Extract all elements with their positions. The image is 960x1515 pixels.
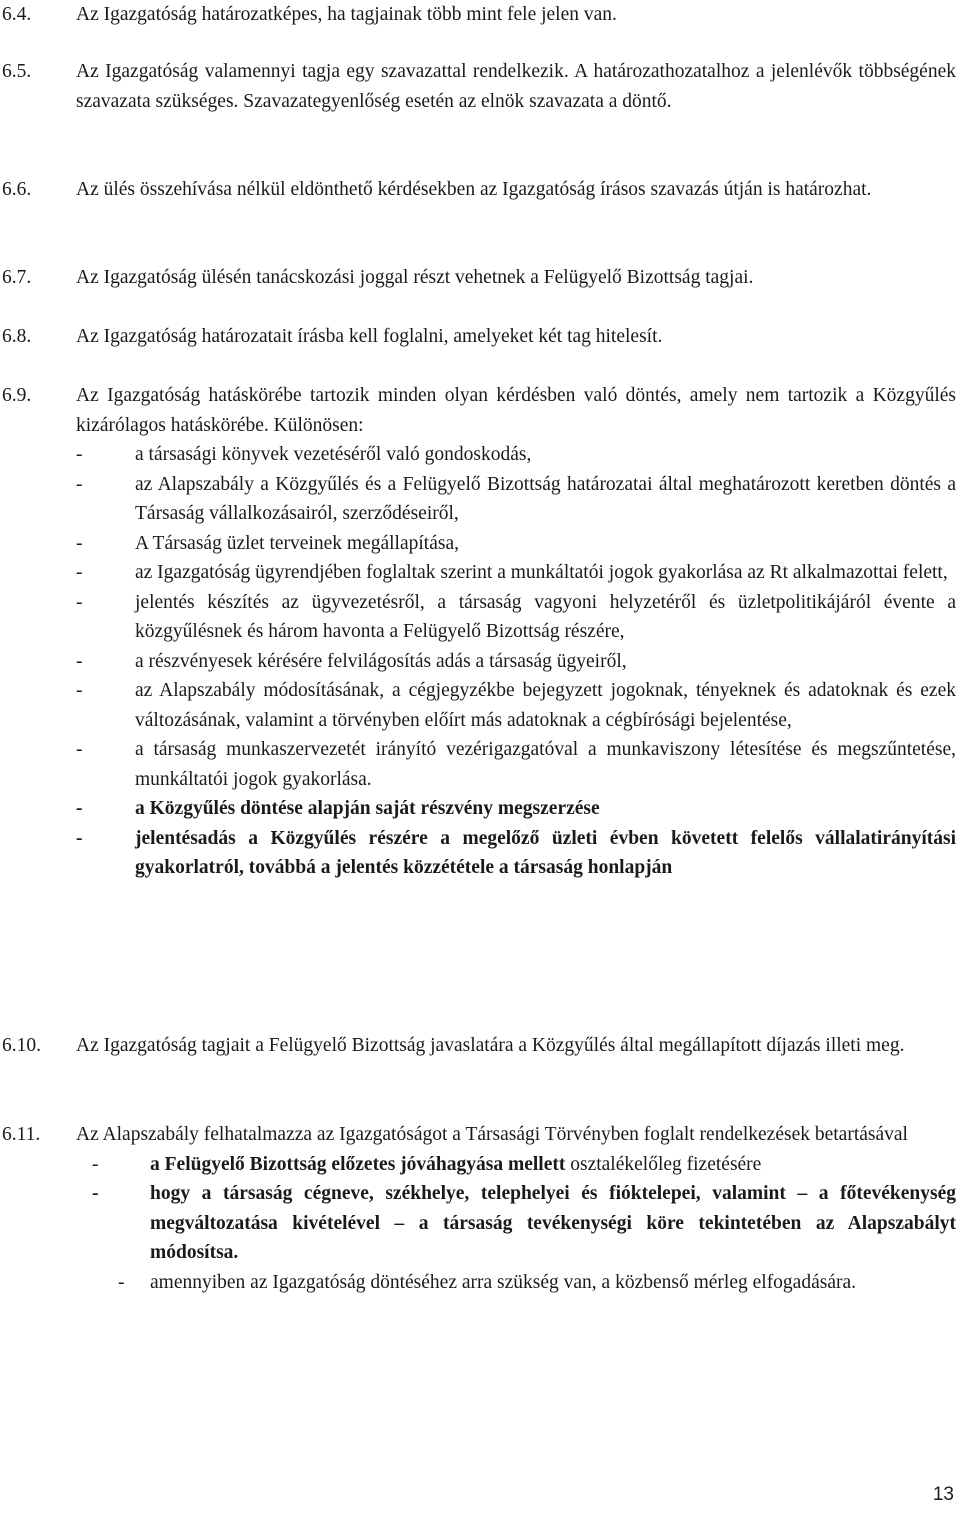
section-number: 6.5. — [2, 61, 32, 82]
section-text: Az Igazgatóság ülésén tanácskozási joggal részt vehetnek a Felügyelő Bizottság tagjai. — [76, 267, 754, 288]
section-intro: Az Alapszabály felhatalmazza az Igazgatóságot a Társasági Törvényben foglalt rendelkezések betartásával — [76, 1124, 908, 1145]
page-number: 13 — [932, 1484, 954, 1505]
section-text — [76, 1120, 956, 1297]
section-6-5 — [0, 57, 960, 116]
list-item — [76, 1268, 956, 1298]
list-item-bold — [76, 824, 956, 883]
list-dash: - — [76, 739, 83, 760]
list-item — [76, 470, 956, 529]
list-item-text: jelentésadás a Közgyűlés részére a megelőző üzleti évben követett felelős vállalatirányítási gyakorlatról, továbbá a jelentés közzététele a társaság honlapján — [135, 827, 956, 878]
section-text: Az Igazgatóság valamennyi tagja egy szavazattal rendelkezik. A határozathozatalhoz a jelenlévők többségének szavazata szükséges. Szavazategyenlőség esetén az elnök szavazata a döntő. — [76, 61, 956, 112]
list-dash: - — [76, 680, 83, 701]
list-item-text: a társasági könyvek vezetéséről való gondoskodás, — [135, 444, 532, 465]
list-item — [76, 588, 956, 647]
list-dash: - — [76, 532, 83, 554]
section-number: 6.4. — [2, 4, 32, 25]
section-number: 6.7. — [2, 267, 32, 288]
list-item — [76, 440, 956, 470]
section-number: 6.9. — [2, 385, 32, 406]
list-item — [76, 558, 956, 588]
list-item — [76, 676, 956, 735]
list-item — [76, 1150, 956, 1180]
list-item-bold — [76, 1179, 956, 1268]
list-item-text: a Közgyűlés döntése alapján saját részvény megszerzése — [135, 798, 600, 819]
list-dash: - — [76, 473, 83, 495]
section-6-4 — [0, 0, 960, 30]
section-6-7 — [0, 263, 960, 293]
list-dash: - — [76, 650, 83, 672]
section-6-8 — [0, 322, 960, 352]
list-item-bold — [76, 794, 956, 824]
section-number: 6.6. — [2, 179, 32, 200]
list-item-text: az Alapszabály a Közgyűlés és a Felügyelő Bizottság határozatai által meghatározott keretben döntés a Társaság vállalkozásairól, szerződéseiről, — [135, 473, 956, 524]
list-item-text: a társaság munkaszervezetét irányító vezérigazgatóval a munkaviszony létesítése és megszűntetése, munkáltatói jogok gyakorlása. — [135, 739, 956, 790]
list-dash: - — [76, 562, 83, 583]
section-intro: Az Igazgatóság hatáskörébe tartozik minden olyan kérdésben való döntés, amely nem tartozik a Közgyűlés kizárólagos hatáskörébe. Különösen: — [76, 385, 956, 436]
list-dash: - — [76, 798, 83, 819]
section-6-9 — [0, 381, 960, 883]
section-text: Az Igazgatóság határozatait írásba kell foglalni, amelyeket két tag hitelesít. — [76, 326, 663, 347]
list-item-text: az Igazgatóság ügyrendjében foglaltak szerint a munkáltatói jogok gyakorlása az Rt alkalmazottai felett, — [135, 562, 948, 583]
section-text: Az Igazgatóság tagjait a Felügyelő Bizottság javaslatára a Közgyűlés által megállapított díjazás illeti meg. — [76, 1035, 905, 1056]
list-item-text: amennyiben az Igazgatóság döntéséhez arra szükség van, a közbenső mérleg elfogadására. — [150, 1271, 857, 1293]
list-dash: - — [118, 1271, 125, 1293]
section-6-6 — [0, 175, 960, 205]
list-dash: - — [76, 444, 83, 465]
list-item-text: a részvényesek kérésére felvilágosítás adás a társaság ügyeiről, — [135, 650, 627, 672]
list-item-text: jelentés készítés az ügyvezetésről, a társaság vagyoni helyzetéről és üzletpolitikájáról évente a közgyűlésnek és három havonta a Felügyelő Bizottság részére, — [135, 591, 956, 642]
list-dash: - — [76, 591, 83, 613]
section-text — [76, 381, 956, 883]
list-dash: - — [76, 827, 83, 849]
section-6-10 — [0, 1031, 960, 1061]
list-item-text: osztalékelőleg fizetésére — [565, 1153, 762, 1175]
list-item — [76, 529, 956, 559]
section-text: Az Igazgatóság határozatképes, ha tagjainak több mint fele jelen van. — [76, 4, 617, 25]
section-number: 6.8. — [2, 326, 32, 347]
list-item-text: az Alapszabály módosításának, a cégjegyzékbe bejegyzett jogoknak, tényeknek és adatoknak és ezek változásának, valamint a törvényben előírt más adatoknak a cégbírósági bejelentése, — [135, 680, 956, 731]
section-number: 6.10. — [2, 1035, 41, 1056]
section-6-11 — [0, 1120, 960, 1297]
list-item-text: A Társaság üzlet terveinek megállapítása, — [135, 532, 459, 554]
list-dash: - — [92, 1153, 99, 1175]
list-item-bold-text: a Felügyelő Bizottság előzetes jóváhagyása mellett — [150, 1153, 566, 1175]
section-text: Az ülés összehívása nélkül eldönthető kérdésekben az Igazgatóság írásos szavazás útján is határozhat. — [76, 179, 872, 200]
section-number: 6.11. — [2, 1124, 41, 1145]
list-dash: - — [92, 1183, 99, 1204]
list-item — [76, 735, 956, 794]
list-item — [76, 647, 956, 677]
list-item-text: hogy a társaság cégneve, székhelye, telephelyei és fióktelepei, valamint – a főtevékenység megváltozatása kivételével – a társaság tevékenységi köre tekintetében az Alapszabályt módosítsa. — [150, 1183, 956, 1263]
